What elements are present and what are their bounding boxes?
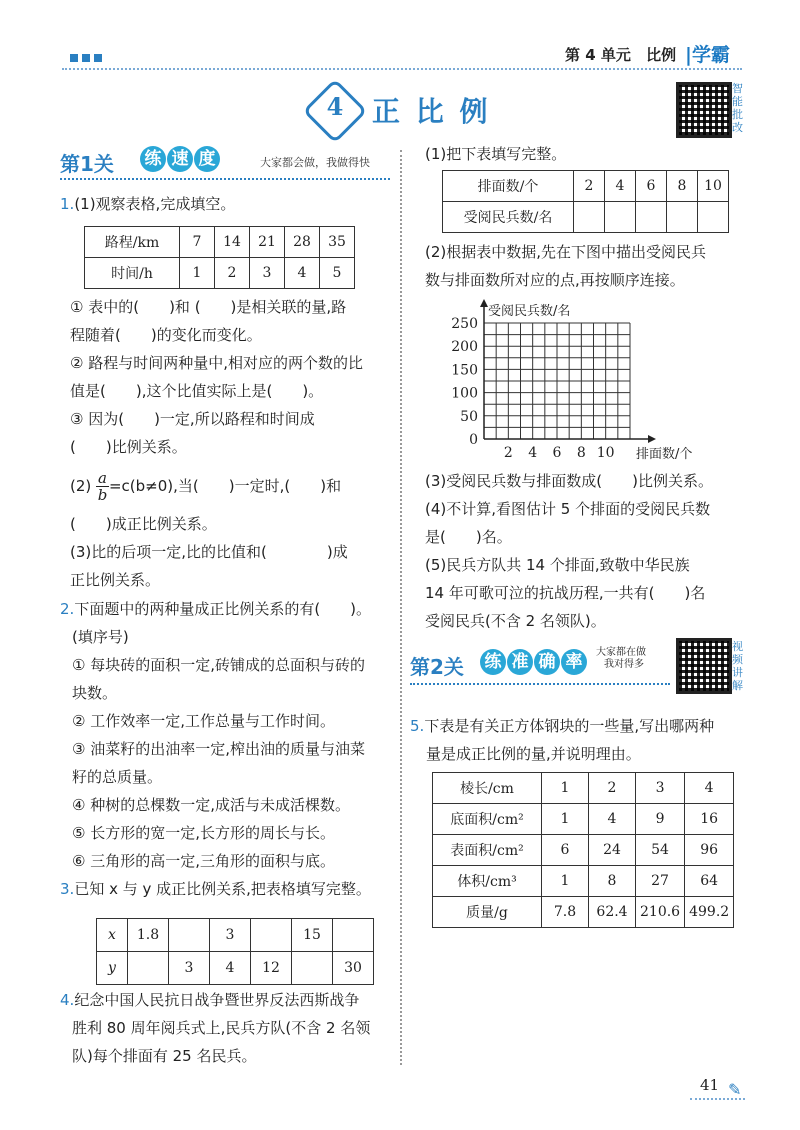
table-cell: 4 [210,952,251,985]
q1-line: ① 表中的( )和 ( )是相关联的量,路 [70,298,347,316]
x-tick-label: 6 [552,445,562,461]
y-tick-label: 250 [451,316,478,332]
q4-p2 [425,238,706,294]
q1-line: 程随着( )的变化而变化。 [70,326,262,344]
table-row [85,258,355,289]
table-cell: 时间/h [85,258,180,289]
q1-body [70,293,392,461]
q2-number: 2. [60,600,75,618]
level1-header [60,146,390,180]
table-cell [574,202,605,233]
level2-slogan-line1: 大家都在做 [596,647,646,658]
q4-p5-line: (5)民兵方队共 14 个排面,致敬中华民族 [425,556,690,574]
table-cell: 30 [333,952,374,985]
x-tick-label: 10 [596,445,615,461]
table-cell: 棱长/cm [433,773,542,804]
q4-p5-line: 14 年可歌可泣的抗战历程,一共有( )名 [425,584,706,602]
table-cell: 96 [685,835,734,866]
q2-item: ④ 种树的总棵数一定,成活与未成活棵数。 [72,796,350,814]
table-row [433,866,734,897]
q4-p2-line: 数与排面数所对应的点,再按顺序连接。 [425,271,685,289]
fraction-numerator: a [98,469,107,487]
table-cell: 质量/g [433,897,542,928]
lesson-number: 4 [326,92,344,121]
q4-line: 纪念中国人民抗日战争暨世界反法西斯战争 [74,991,360,1009]
q2 [60,595,395,903]
table-cell: 35 [320,227,355,258]
table-cell: 16 [685,804,734,835]
q1-part2-text: =c(b≠0),当( )一定时,( )和 [108,477,342,495]
table-cell: 4 [589,804,636,835]
level1-name: 练 速 度 [140,146,221,172]
level2-label: 第2关 [410,655,464,679]
q4-intro [60,986,395,1070]
table-cell: 3 [250,258,285,289]
table-row [433,897,734,928]
brand-logo: |学霸 [685,44,730,66]
q4-p3: (3)受阅民兵数与排面数成( )比例关系。 [425,472,713,490]
table-cell: 9 [636,804,685,835]
qr-code-mid[interactable] [676,638,732,694]
table-row [433,835,734,866]
table-cell [667,202,698,233]
q1-table [84,226,355,289]
header-unit [565,44,676,65]
table-cell: 路程/km [85,227,180,258]
y-tick-label: 100 [451,385,478,402]
header-rule [62,68,742,70]
q5-line: 量是成正比例的量,并说明理由。 [426,745,641,763]
pencil-icon: ✎ [728,1080,742,1099]
q5-line: 下表是有关正方体钢块的一些量,写出哪两种 [424,717,715,735]
table-cell: 1.8 [128,919,169,952]
q4-p1: (1)把下表填写完整。 [425,145,567,163]
x-tick-label: 2 [503,445,513,461]
footer-rule [690,1098,745,1100]
table-row [443,202,729,233]
table-cell: 排面数/个 [443,171,574,202]
level2-header [410,645,670,685]
unit-label: 第 4 单元 [565,46,631,64]
chart-ylabel: 受阅民兵数/名 [488,304,571,319]
q4-p5 [425,551,705,635]
q4-chart [420,295,720,465]
table-cell [251,919,292,952]
table-cell: 6 [542,835,589,866]
table-row [433,804,734,835]
table-cell: 1 [542,804,589,835]
q4-number: 4. [60,991,75,1009]
q5-number: 5. [410,717,425,735]
table-row [443,171,729,202]
table-cell: 54 [636,835,685,866]
table-cell: 7.8 [542,897,589,928]
table-cell: x [97,919,128,952]
table-cell: 4 [285,258,320,289]
level2-name: 练 准 确 率 [480,649,588,675]
table-cell: 3 [636,773,685,804]
q1-part2-prefix: (2) [70,477,92,495]
level1-slogan: 大家都会做，我做得快 [260,156,370,169]
table-cell: 12 [251,952,292,985]
qr-top-label: 智能批改 [732,82,743,134]
q2-item: 籽的总质量。 [72,768,163,786]
x-tick-label: 4 [528,445,538,461]
table-cell: 3 [210,919,251,952]
table-cell: 表面积/cm² [433,835,542,866]
y-tick-label: 200 [451,339,478,356]
fraction-denominator: b [97,486,108,504]
table-cell: 6 [636,171,667,202]
table-cell: 2 [574,171,605,202]
q1-part2 [70,470,392,503]
q1-line: ③ 因为( )一定,所以路程和时间成 [70,410,315,428]
q2-item: ② 工作效率一定,工作总量与工作时间。 [72,712,335,730]
table-cell: 受阅民兵数/名 [443,202,574,233]
table-cell: 21 [250,227,285,258]
q2-item: ⑥ 三角形的高一定,三角形的面积与底。 [72,852,335,870]
table-cell [605,202,636,233]
table-cell: 3 [169,952,210,985]
q4-line: 胜利 80 周年阅兵式上,民兵方队(不含 2 名领 [72,1019,371,1037]
table-cell: 24 [589,835,636,866]
table-cell: 1 [180,258,215,289]
qr-mid-label: 视频讲解 [732,640,743,692]
q2-item: 块数。 [72,684,118,702]
table-cell: 7 [180,227,215,258]
table-cell: 28 [285,227,320,258]
table-cell: y [97,952,128,985]
qr-code-top[interactable] [676,82,732,138]
q1-part3-line1: (3)比的后项一定,比的比值和( )成 [70,543,348,561]
q1-intro [60,190,235,219]
table-cell: 15 [292,919,333,952]
level2-slogan-line2: 我对得多 [604,659,644,670]
q5-table [432,772,734,928]
q3-number: 3. [60,880,75,898]
table-cell: 4 [685,773,734,804]
fraction [96,470,109,503]
y-tick-label: 0 [469,432,478,448]
table-cell: 8 [667,171,698,202]
q1-part2-line2: ( )成正比例关系。 [70,515,217,533]
q1-intro-text: (1)观察表格,完成填空。 [74,195,236,213]
table-cell: 10 [698,171,729,202]
q2-item: ① 每块砖的面积一定,砖铺成的总面积与砖的 [72,656,365,674]
q1-part3-line2: 正比例关系。 [70,571,161,589]
header-dots [70,54,104,62]
table-cell: 体积/cm³ [433,866,542,897]
table-cell: 8 [589,866,636,897]
y-tick-label: 150 [451,362,478,379]
table-row [433,773,734,804]
table-row [97,919,374,952]
q3-table [96,918,374,985]
table-cell: 2 [215,258,250,289]
q4-p4 [425,495,710,551]
q1-line: ② 路程与时间两种量中,相对应的两个数的比 [70,354,363,372]
topic-label: 比例 [646,46,677,64]
table-cell: 210.6 [636,897,685,928]
q3-text: 已知 x 与 y 成正比例关系,把表格填写完整。 [74,880,371,898]
table-cell: 4 [605,171,636,202]
q1-number: 1. [60,195,75,213]
q4-p4-line: 是( )名。 [425,528,512,546]
table-cell [169,919,210,952]
y-tick-label: 50 [460,408,478,425]
q1-line: ( )比例关系。 [70,438,187,456]
q4-p2-line: (2)根据表中数据,先在下图中描出受阅民兵 [425,243,707,261]
table-cell: 1 [542,866,589,897]
table-cell: 14 [215,227,250,258]
table-cell [636,202,667,233]
chart-xlabel: 排面数/个 [636,447,693,462]
table-cell: 27 [636,866,685,897]
table-cell [128,952,169,985]
x-axis-arrow [648,435,656,443]
table-row [97,952,374,985]
q4-table [442,170,729,233]
table-cell: 1 [542,773,589,804]
table-cell: 64 [685,866,734,897]
q5 [410,712,714,768]
level1-label: 第1关 [60,152,114,176]
q1-line: 值是( ),这个比值实际上是( )。 [70,382,324,400]
q4-line: 队)每个排面有 25 名民兵。 [72,1047,257,1065]
table-cell: 499.2 [685,897,734,928]
q2-item: ⑤ 长方形的宽一定,长方形的周长与长。 [72,824,335,842]
table-cell [292,952,333,985]
table-cell [698,202,729,233]
y-axis-arrow [480,299,488,307]
q2-item: ③ 油菜籽的出油率一定,榨出油的质量与油菜 [72,740,365,758]
table-cell: 底面积/cm² [433,804,542,835]
level2-slogan [596,647,646,671]
q4-p4-line: (4)不计算,看图估计 5 个排面的受阅民兵数 [425,500,711,518]
brand-text: 学霸 [691,44,730,66]
table-cell: 2 [589,773,636,804]
x-tick-label: 8 [576,445,586,461]
page-title: 正 比 例 [372,95,491,128]
chart-grid [480,299,656,443]
q4-p5-line: 受阅民兵(不含 2 名领队)。 [425,612,606,630]
table-cell: 5 [320,258,355,289]
column-divider [400,150,402,1065]
q2-line1: 下面题中的两种量成正比例关系的有( )。 [74,600,372,618]
table-cell: 62.4 [589,897,636,928]
q2-line2: (填序号) [72,628,129,646]
table-cell [333,919,374,952]
page-number: 41 [700,1076,720,1094]
table-row [85,227,355,258]
